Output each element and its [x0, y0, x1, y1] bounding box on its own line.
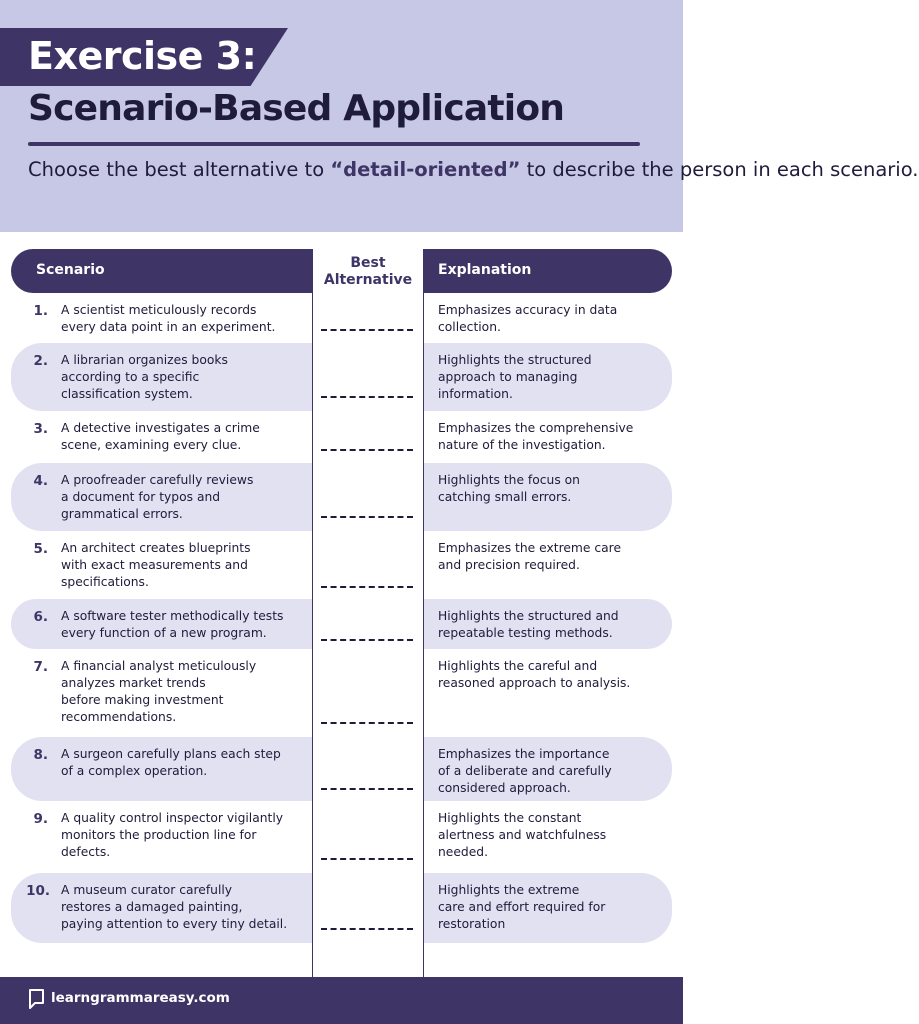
instructions: [28, 157, 919, 183]
row-explanation: Emphasizes accuracy in data collection.: [438, 303, 618, 334]
row-number: 1.: [33, 303, 48, 319]
answer-blank[interactable]: [321, 516, 413, 518]
row-number: 7.: [33, 659, 48, 675]
header-scallop-edge: [0, 226, 683, 240]
row-explanation: Highlights the structured and repeatable testing methods.: [438, 609, 619, 640]
column-header-best-alternative: Best Alternative: [323, 255, 413, 288]
exercise-title: Exercise 3:: [28, 34, 257, 78]
row-scenario: A detective investigates a crime scene, examining every clue.: [61, 421, 260, 452]
page-title: Scenario-Based Application: [28, 88, 565, 129]
row-explanation: Highlights the constant alertness and watchfulness needed.: [438, 811, 607, 859]
row-explanation: Highlights the focus on catching small errors.: [438, 473, 580, 504]
column-header-explanation: Explanation: [438, 262, 532, 278]
answer-blank[interactable]: [321, 639, 413, 641]
answer-blank[interactable]: [321, 329, 413, 331]
row-scenario: A museum curator carefully restores a damaged painting, paying attention to every tiny detail.: [61, 883, 288, 931]
title-underline: [28, 142, 640, 146]
answer-blank[interactable]: [321, 788, 413, 790]
answer-blank[interactable]: [321, 858, 413, 860]
answer-blank[interactable]: [321, 928, 413, 930]
row-scenario: A financial analyst meticulously analyzes market trends before making investment recommendations.: [61, 659, 257, 724]
row-scenario: A quality control inspector vigilantly monitors the production line for defects.: [61, 811, 284, 859]
row-number: 8.: [33, 747, 48, 763]
row-scenario: A software tester methodically tests every function of a new program.: [61, 609, 284, 640]
answer-blank[interactable]: [321, 722, 413, 724]
answer-blank[interactable]: [321, 449, 413, 451]
row-scenario: A proofreader carefully reviews a document for typos and grammatical errors.: [61, 473, 254, 521]
row-explanation: Emphasizes the importance of a deliberate and carefully considered approach.: [438, 747, 612, 795]
answer-blank[interactable]: [321, 396, 413, 398]
column-header-scenario: Scenario: [36, 262, 105, 278]
row-explanation: Emphasizes the comprehensive nature of the investigation.: [438, 421, 634, 452]
site-url: learngrammareasy.com: [51, 990, 230, 1006]
row-scenario: An architect creates blueprints with exact measurements and specifications.: [61, 541, 251, 589]
row-explanation: Highlights the structured approach to managing information.: [438, 353, 592, 401]
row-scenario: A surgeon carefully plans each step of a complex operation.: [61, 747, 281, 778]
row-explanation: Highlights the extreme care and effort required for restoration: [438, 883, 606, 931]
chat-bubble-icon: [28, 988, 45, 1010]
instructions-post: to describe the person in each scenario.: [520, 158, 919, 181]
row-number: 3.: [33, 421, 48, 437]
row-scenario: A librarian organizes books according to a specific classification system.: [61, 353, 228, 401]
row-number: 6.: [33, 609, 48, 625]
row-number: 4.: [33, 473, 48, 489]
row-number: 5.: [33, 541, 48, 557]
row-scenario: A scientist meticulously records every data point in an experiment.: [61, 303, 276, 334]
row-explanation: Highlights the careful and reasoned approach to analysis.: [438, 659, 631, 690]
answer-blank[interactable]: [321, 586, 413, 588]
row-number: 10.: [26, 883, 50, 899]
instructions-highlight: “detail-oriented”: [330, 158, 521, 181]
instructions-pre: Choose the best alternative to: [28, 158, 331, 181]
row-number: 2.: [33, 353, 48, 369]
best-alternative-column: [312, 249, 424, 977]
row-explanation: Emphasizes the extreme care and precision required.: [438, 541, 622, 572]
row-number: 9.: [33, 811, 48, 827]
